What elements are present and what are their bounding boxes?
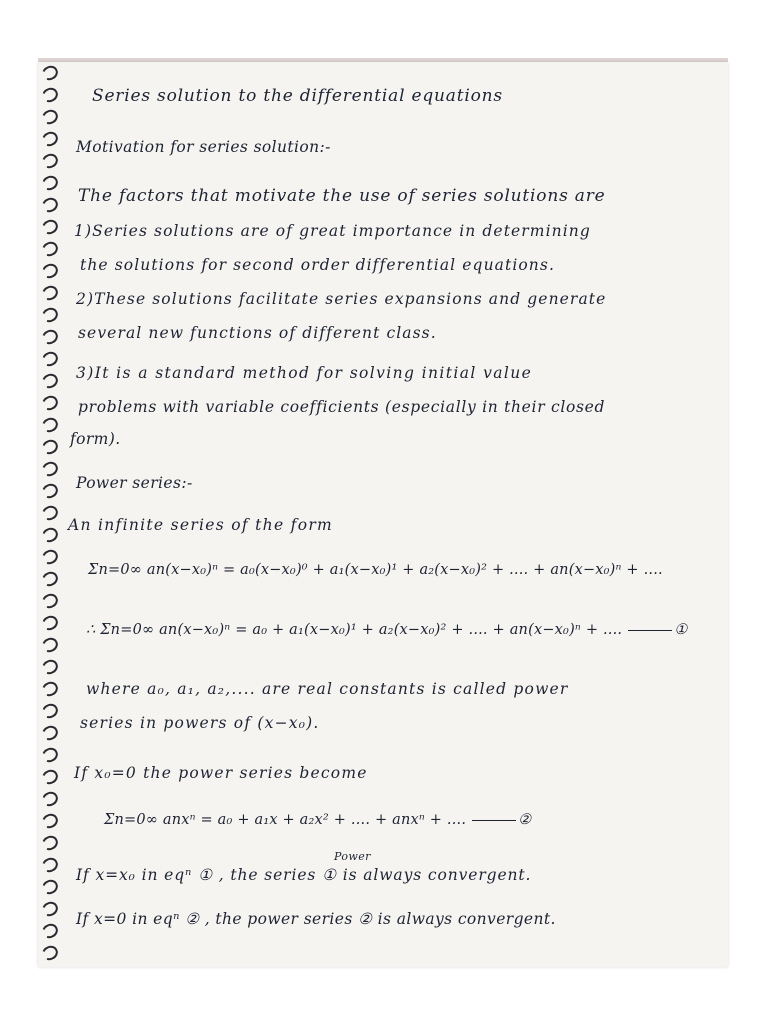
infinite-series-line: An infinite series of the form: [68, 516, 334, 534]
equation-1-body: ∴ Σn=0∞ an(x−x₀)ⁿ = a₀ + a₁(x−x₀)¹ + a₂(x−x₀)² + .... + an(x−x₀)ⁿ + ....: [86, 622, 623, 638]
where-line-a: where a₀, a₁, a₂,.... are real constants is called power: [86, 680, 569, 698]
point-2-line-a: 2)These solutions facilitate series expansions and generate: [76, 290, 607, 308]
intro-line: The factors that motivate the use of series solutions are: [78, 186, 606, 206]
point-3-line-a: 3)It is a standard method for solving initial value: [76, 364, 533, 382]
equation-1: [86, 622, 687, 638]
equation-2-tag: ②: [518, 812, 532, 828]
convergence-line-2: If x=0 in eqⁿ ② , the power series ② is always convergent.: [76, 910, 556, 928]
point-3-line-c: form).: [70, 430, 121, 448]
convergence-line-1: If x=x₀ in eqⁿ ① , the series ① is always convergent.: [76, 866, 532, 884]
motivation-heading: Motivation for series solution:-: [76, 138, 331, 156]
point-1-line-a: 1)Series solutions are of great importance in determining: [74, 222, 591, 240]
equation-1-tag: ①: [674, 622, 688, 638]
point-2-line-b: several new functions of different class.: [78, 324, 437, 342]
where-line-b: series in powers of (x−x₀).: [80, 714, 320, 732]
power-series-heading: Power series:-: [76, 474, 193, 492]
series-equation: Σn=0∞ an(x−x₀)ⁿ = a₀(x−x₀)⁰ + a₁(x−x₀)¹ + a₂(x−x₀)² + .... + an(x−x₀)ⁿ + ....: [88, 562, 663, 578]
point-1-line-b: the solutions for second order differential equations.: [80, 256, 555, 274]
page-title: Series solution to the differential equations: [92, 86, 503, 106]
point-3-line-b: problems with variable coefficients (especially in their closed: [78, 398, 606, 416]
spiral-binding: [40, 66, 64, 961]
equation-2: [104, 812, 531, 828]
if-x0-line: If x₀=0 the power series become: [74, 764, 368, 782]
equation-2-body: Σn=0∞ anxⁿ = a₀ + a₁x + a₂x² + .... + anxⁿ + ....: [104, 812, 467, 828]
power-annotation: Power: [334, 850, 371, 863]
